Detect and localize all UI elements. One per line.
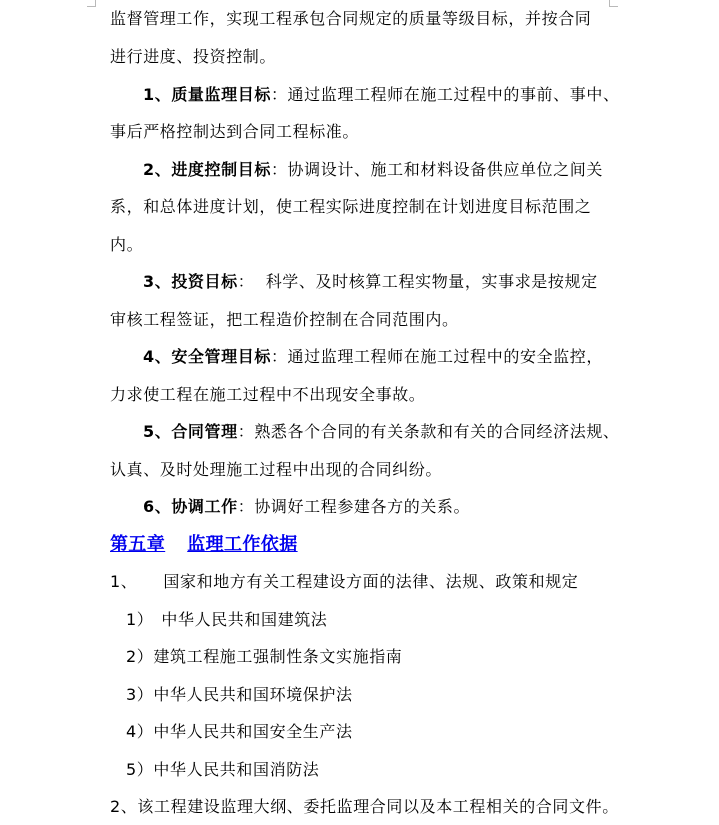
law-item-text: 中华人民共和国安全生产法 bbox=[153, 722, 353, 741]
paragraph-line: 事后严格控制达到合同工程标准。 bbox=[110, 122, 360, 141]
basis-item-2 bbox=[110, 797, 619, 817]
goal-safety-line bbox=[143, 347, 603, 367]
chapter-heading-link[interactable] bbox=[110, 533, 298, 557]
paragraph-line: 监督管理工作，实现工程承包合同规定的质量等级目标，并按合同 bbox=[110, 9, 592, 28]
goal-investment-line bbox=[143, 272, 598, 292]
basis-item-number: 1、 bbox=[110, 572, 138, 591]
goal-contract-text: ：熟悉各个合同的有关条款和有关的合同经济法规、 bbox=[237, 422, 620, 441]
margin-corner-mark-left bbox=[87, 6, 96, 7]
paragraph-line: 系，和总体进度计划，使工程实际进度控制在计划进度目标范围之 bbox=[110, 197, 592, 216]
law-item-number: 5） bbox=[126, 760, 154, 779]
goal-schedule-line bbox=[143, 160, 603, 180]
law-item-text: 中华人民共和国建筑法 bbox=[161, 610, 328, 629]
goal-safety-label: 4、安全管理目标 bbox=[143, 347, 271, 366]
goal-quality-label: 1、质量监理目标 bbox=[143, 85, 271, 104]
basis-item-number: 2、 bbox=[110, 797, 138, 816]
goal-investment-text: ： 科学、及时核算工程实物量，实事求是按规定 bbox=[237, 272, 598, 291]
margin-corner-mark-right bbox=[609, 6, 618, 7]
law-item-text: 中华人民共和国消防法 bbox=[153, 760, 320, 779]
paragraph-line: 内。 bbox=[110, 235, 144, 254]
law-item-number: 1） bbox=[126, 610, 154, 629]
goal-coordination-label: 6、协调工作 bbox=[143, 497, 238, 516]
law-list-item bbox=[126, 760, 319, 780]
law-list-item bbox=[126, 685, 353, 705]
law-item-number: 3） bbox=[126, 685, 154, 704]
law-item-text: 中华人民共和国环境保护法 bbox=[153, 685, 353, 704]
goal-contract-label: 5、合同管理 bbox=[143, 422, 238, 441]
goal-safety-text: ：通过监理工程师在施工过程中的安全监控， bbox=[270, 347, 603, 366]
law-item-number: 2） bbox=[126, 647, 154, 666]
basis-item-1 bbox=[110, 572, 578, 592]
goal-coordination-line bbox=[143, 497, 470, 517]
paragraph-line: 进行进度、投资控制。 bbox=[110, 47, 277, 66]
goal-coordination-text: ：协调好工程参建各方的关系。 bbox=[237, 497, 471, 516]
goal-quality-text: ：通过监理工程师在施工过程中的事前、事中、 bbox=[270, 85, 620, 104]
goal-schedule-text: ：协调设计、施工和材料设备供应单位之间关 bbox=[270, 160, 603, 179]
law-list-item bbox=[126, 722, 353, 742]
goal-contract-line bbox=[143, 422, 620, 442]
law-list-item bbox=[126, 610, 327, 630]
goal-investment-label: 3、投资目标 bbox=[143, 272, 238, 291]
chapter-title: 监理工作依据 bbox=[187, 534, 298, 555]
basis-item-text: 该工程建设监理大纲、委托监理合同以及本工程相关的合同文件。 bbox=[137, 797, 619, 816]
goal-schedule-label: 2、进度控制目标 bbox=[143, 160, 271, 179]
paragraph-line: 认真、及时处理施工过程中出现的合同纠纷。 bbox=[110, 460, 443, 479]
basis-item-text: 国家和地方有关工程建设方面的法律、法规、政策和规定 bbox=[163, 572, 579, 591]
paragraph-line: 力求使工程在施工过程中不出现安全事故。 bbox=[110, 385, 426, 404]
chapter-number: 第五章 bbox=[110, 534, 166, 555]
law-item-text: 建筑工程施工强制性条文实施指南 bbox=[153, 647, 403, 666]
law-item-number: 4） bbox=[126, 722, 154, 741]
goal-quality-line bbox=[143, 85, 620, 105]
law-list-item bbox=[126, 647, 402, 667]
paragraph-line: 审核工程签证，把工程造价控制在合同范围内。 bbox=[110, 310, 459, 329]
